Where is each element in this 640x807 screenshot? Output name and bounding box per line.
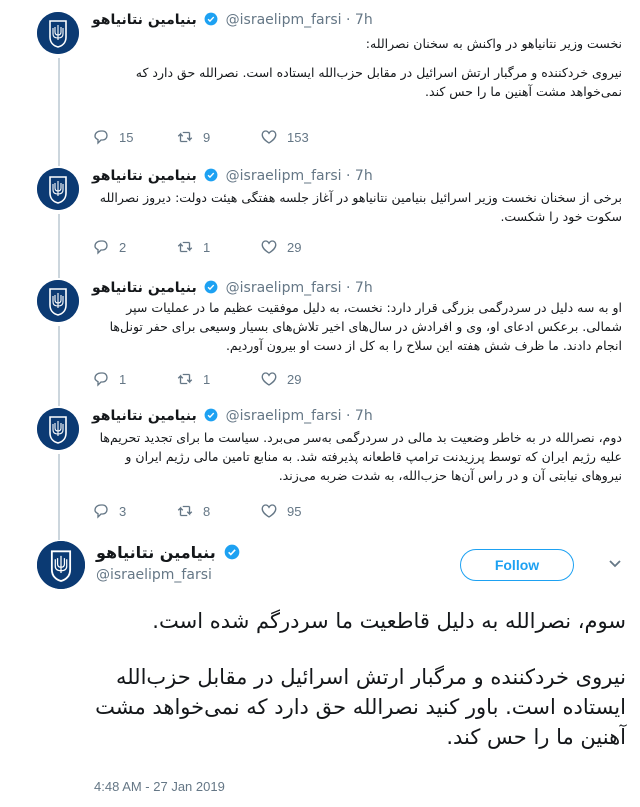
like-button[interactable] (260, 127, 309, 147)
retweet-count: 8 (203, 503, 211, 519)
like-count: 29 (287, 371, 302, 387)
emblem-icon (37, 12, 79, 54)
main-tweet-timestamp[interactable]: 4:48 AM - 27 Jan 2019 (94, 779, 225, 794)
tweet-time[interactable]: 7h (354, 408, 373, 424)
main-tweet-text (80, 606, 626, 752)
tweet-header: بنیامین نتانیاهو @israelipm_farsi · 7h (92, 408, 373, 424)
tweet-actions (92, 127, 392, 147)
main-avatar[interactable] (37, 541, 85, 589)
emblem-icon (37, 280, 79, 322)
tweet-text (92, 428, 622, 485)
tweet-header: بنیامین نتانیاهو @israelipm_farsi · 7h (92, 280, 373, 296)
main-author-name[interactable] (96, 543, 243, 563)
reply-count: 3 (119, 503, 127, 519)
tweet-paragraph: او به سه دلیل در سردرگمی بزرگی قرار دارد: نخست، به دلیل موفقیت عظیم ما در عملیات سپر شمالی. برعکس ادعای او، وی و افرادش در سال‌های اخیر تلاش‌های بسیار وسیعی برای حفر تونل‌ها انجام دادند. ما ظرف شش هفته این سلاح را به کل از دست او بیرون آوردیم. (109, 300, 622, 353)
heart-icon (260, 370, 278, 388)
like-button[interactable] (260, 369, 301, 389)
like-count: 29 (287, 239, 302, 255)
reply-icon (92, 370, 110, 388)
author-handle[interactable]: @israelipm_farsi (225, 168, 342, 184)
retweet-button[interactable] (176, 127, 210, 147)
thread-tweet[interactable] (0, 10, 640, 150)
verified-badge-icon (204, 280, 218, 294)
tweet-time[interactable]: 7h (354, 12, 373, 28)
verified-badge-icon (204, 168, 218, 182)
retweet-icon (176, 502, 194, 520)
like-count: 153 (287, 129, 309, 145)
reply-button[interactable] (92, 501, 126, 521)
retweet-button[interactable] (176, 237, 210, 257)
like-button[interactable] (260, 237, 301, 257)
reply-count: 2 (119, 239, 127, 255)
author-handle[interactable]: @israelipm_farsi (225, 12, 342, 28)
author-handle[interactable]: @israelipm_farsi (225, 280, 342, 296)
tweet-header: بنیامین نتانیاهو @israelipm_farsi · 7h (92, 12, 373, 28)
like-count: 95 (287, 503, 302, 519)
tweet-text (92, 34, 622, 101)
avatar[interactable] (37, 280, 79, 322)
verified-badge-icon (224, 544, 240, 560)
retweet-count: 1 (203, 239, 211, 255)
heart-icon (260, 238, 278, 256)
tweet-paragraph: نیروی خردکننده و مرگبار ارتش اسرائیل در مقابل حزب‌الله ایستاده است. نصرالله حق دارد که نمی‌خواهد مشت آهنین ما را حس کند. (135, 65, 622, 99)
retweet-icon (176, 238, 194, 256)
author-name[interactable]: بنیامین نتانیاهو (96, 543, 216, 562)
tweet-actions (92, 237, 392, 257)
thread-tweet[interactable] (0, 278, 640, 393)
reply-icon (92, 128, 110, 146)
reply-count: 1 (119, 371, 127, 387)
retweet-count: 9 (203, 129, 211, 145)
reply-button[interactable] (92, 127, 133, 147)
main-tweet-paragraph: نیروی خردکننده و مرگبار ارتش اسرائیل در مقابل حزب‌الله ایستاده است. باور کنید نصرالله حق دارد که نمی‌خواهد مشت آهنین ما را حس کند. (95, 665, 626, 749)
tweet-time[interactable]: 7h (354, 280, 373, 296)
tweet-paragraph: برخی از سخنان نخست وزیر اسرائیل بنیامین نتانیاهو در آغاز جلسه هفتگی هیئت دولت: دیروز نصرالله سکوت خود را شکست. (99, 190, 622, 224)
chevron-down-icon[interactable] (607, 555, 623, 571)
reply-button[interactable] (92, 237, 126, 257)
tweet-time[interactable]: 7h (354, 168, 373, 184)
reply-button[interactable] (92, 369, 126, 389)
author-name[interactable]: بنیامین نتانیاهو (92, 280, 197, 296)
author-name[interactable]: بنیامین نتانیاهو (92, 408, 197, 424)
tweet-actions (92, 369, 392, 389)
tweet-header: بنیامین نتانیاهو @israelipm_farsi · 7h (92, 168, 373, 184)
reply-count: 15 (119, 129, 134, 145)
retweet-count: 1 (203, 371, 211, 387)
thread-tweet[interactable] (0, 406, 640, 526)
retweet-button[interactable] (176, 501, 210, 521)
verified-badge-icon (204, 408, 218, 422)
retweet-icon (176, 370, 194, 388)
reply-icon (92, 502, 110, 520)
emblem-icon (37, 168, 79, 210)
like-button[interactable] (260, 501, 301, 521)
main-author-handle[interactable]: @israelipm_farsi (96, 567, 212, 583)
avatar[interactable] (37, 408, 79, 450)
tweet-actions (92, 501, 392, 521)
main-tweet-paragraph: سوم، نصرالله به دلیل قاطعیت ما سردرگم شده است. (152, 609, 626, 633)
follow-button[interactable]: Follow (460, 549, 574, 581)
reply-icon (92, 238, 110, 256)
tweet-text (92, 298, 622, 355)
author-handle[interactable]: @israelipm_farsi (225, 408, 342, 424)
verified-badge-icon (204, 12, 218, 26)
author-name[interactable]: بنیامین نتانیاهو (92, 168, 197, 184)
avatar[interactable] (37, 12, 79, 54)
tweet-paragraph: دوم، نصرالله در به خاطر وضعیت بد مالی در سردرگمی به‌سر می‌برد. سیاست ما برای تجدید تحریم‌ها علیه رژیم ایران که توسط پرزیدنت ترامپ قاطعانه پذیرفته شد. به منابع تامین مالی رژیم ایران و نیروهای نیابتی آن و در راس آن‌ها حزب‌الله، به شدت ضربه می‌زند. (99, 430, 622, 483)
author-name[interactable]: بنیامین نتانیاهو (92, 12, 197, 28)
heart-icon (260, 128, 278, 146)
avatar[interactable] (37, 168, 79, 210)
emblem-icon (37, 541, 85, 589)
retweet-icon (176, 128, 194, 146)
tweet-paragraph: نخست وزیر نتانیاهو در واکنش به سخنان نصرالله: (365, 36, 622, 51)
heart-icon (260, 502, 278, 520)
retweet-button[interactable] (176, 369, 210, 389)
thread-tweet[interactable] (0, 166, 640, 266)
emblem-icon (37, 408, 79, 450)
tweet-text (92, 188, 622, 226)
